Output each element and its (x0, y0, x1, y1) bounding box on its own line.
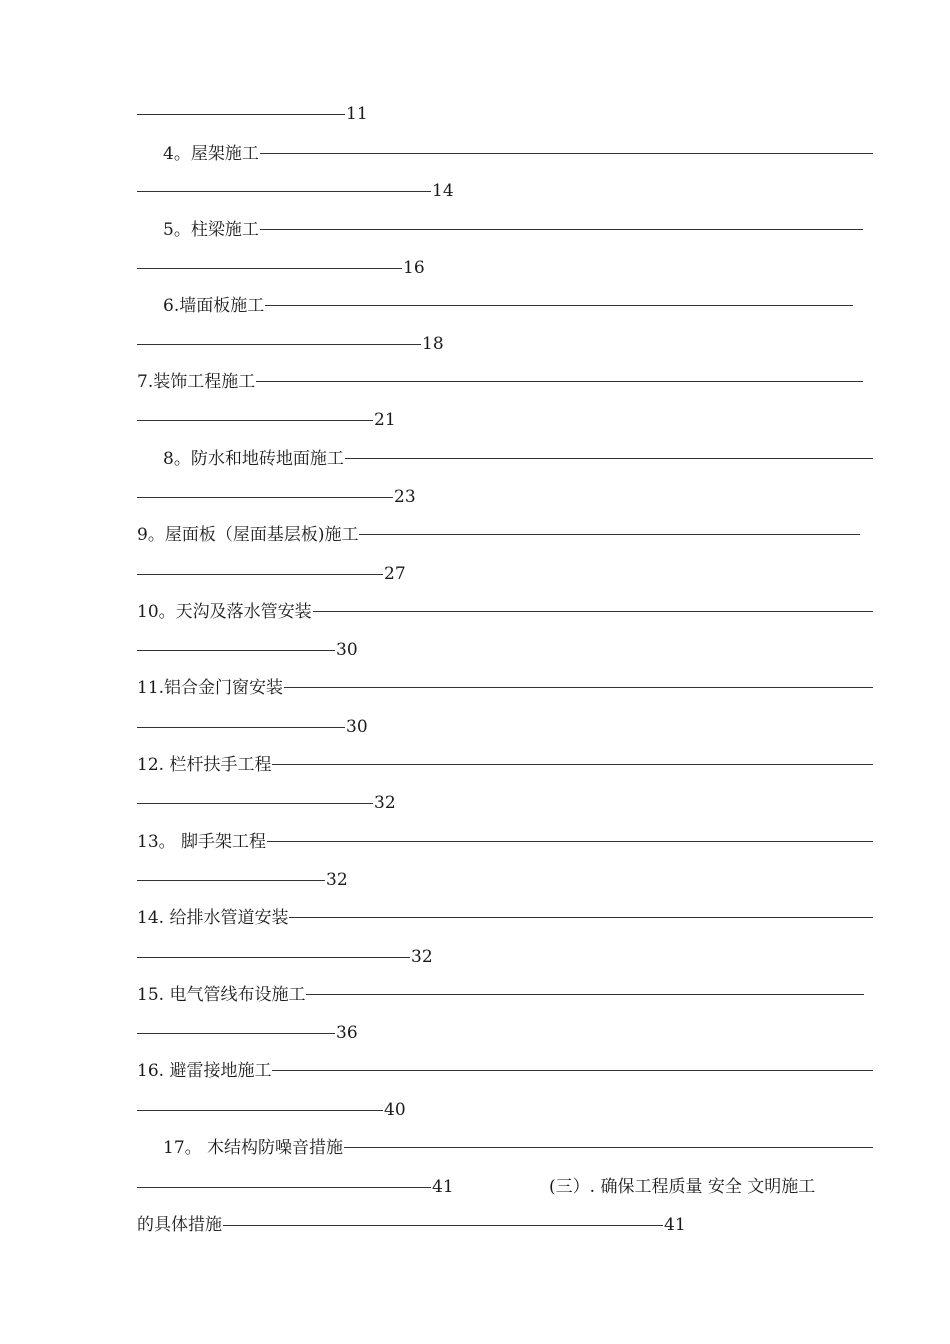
leader-rule (223, 1225, 663, 1226)
leader-rule (163, 153, 873, 154)
toc-entry-title: 7.装饰工程施工 (137, 372, 256, 392)
toc-entry-16-page-line (137, 1098, 873, 1122)
toc-entry-12-page-line (137, 791, 873, 815)
toc-page-number: 16 (403, 258, 425, 278)
toc-page-number: 30 (346, 717, 368, 737)
toc-section-3-line[interactable] (137, 1213, 873, 1237)
toc-entry-5-page-line (137, 256, 873, 280)
toc-entry-14[interactable] (137, 906, 873, 930)
leader-rule (163, 305, 853, 306)
toc-page-number: 32 (326, 870, 348, 890)
toc-page-number: 36 (336, 1023, 358, 1043)
toc-entry-6-page-line (137, 332, 873, 356)
toc-entry-title: 13。 脚手架工程 (137, 832, 267, 852)
toc-entry-title: 6.墙面板施工 (163, 296, 265, 316)
toc-page-number: 41 (432, 1177, 454, 1197)
toc-entry-4-page-line (137, 179, 873, 203)
toc-entry-6[interactable] (163, 294, 853, 318)
toc-entry-5[interactable] (163, 218, 863, 242)
leader-rule (137, 957, 410, 958)
toc-entry-10-page-line (137, 638, 873, 662)
toc-entry-12[interactable] (137, 753, 873, 777)
toc-entry-17-page-line (137, 1175, 873, 1199)
toc-section-3-title[interactable]: (三）. 确保工程质量 安全 文明施工 (549, 1177, 816, 1197)
toc-section-3-title-cont: 的具体措施 (137, 1215, 222, 1235)
toc-entry-title: 5。柱梁施工 (163, 220, 259, 240)
toc-entry-15-page-line (137, 1021, 873, 1045)
toc-continuation-line (137, 102, 873, 126)
toc-page-number: 14 (432, 181, 454, 201)
toc-page-number: 27 (384, 564, 406, 584)
toc-entry-4[interactable] (163, 142, 873, 166)
toc-entry-13-page-line (137, 868, 873, 892)
toc-page-number: 18 (422, 334, 444, 354)
toc-page-number: 32 (374, 793, 396, 813)
leader-rule (137, 1110, 383, 1111)
leader-rule (137, 268, 402, 269)
toc-entry-title: 12. 栏杆扶手工程 (137, 755, 272, 775)
toc-entry-7[interactable] (137, 370, 863, 394)
toc-entry-title: 14. 给排水管道安装 (137, 908, 289, 928)
toc-entry-9-page-line (137, 562, 873, 586)
toc-entry-title: 15. 电气管线布设施工 (137, 985, 306, 1005)
leader-rule (137, 191, 431, 192)
leader-rule (137, 574, 383, 575)
toc-entry-9[interactable] (137, 523, 860, 547)
leader-rule (137, 803, 373, 804)
toc-entry-15[interactable] (137, 983, 864, 1007)
toc-entry-title: 10。天沟及落水管安装 (137, 602, 312, 622)
leader-rule (137, 727, 345, 728)
leader-rule (137, 114, 345, 115)
leader-rule (163, 229, 863, 230)
leader-rule (137, 1187, 431, 1188)
toc-page-number: 11 (346, 104, 368, 124)
leader-rule (137, 344, 421, 345)
toc-page-number: 32 (411, 947, 433, 967)
toc-page-number: 41 (664, 1215, 686, 1235)
toc-entry-16[interactable] (137, 1059, 873, 1083)
leader-rule (137, 880, 325, 881)
toc-entry-title: 17。 木结构防噪音措施 (163, 1138, 344, 1158)
toc-entry-17[interactable] (163, 1136, 873, 1160)
toc-entry-14-page-line (137, 945, 873, 969)
toc-entry-8-page-line (137, 485, 873, 509)
leader-rule (137, 1033, 335, 1034)
toc-page-number: 30 (336, 640, 358, 660)
leader-rule (137, 650, 335, 651)
toc-page-number: 21 (374, 410, 396, 430)
toc-entry-13[interactable] (137, 830, 873, 854)
toc-entry-title: 9。屋面板（屋面基层板)施工 (137, 525, 359, 545)
toc-entry-10[interactable] (137, 600, 873, 624)
toc-entry-11-page-line (137, 715, 873, 739)
toc-entry-7-page-line (137, 408, 873, 432)
toc-page-number: 40 (384, 1100, 406, 1120)
toc-page-number: 23 (394, 487, 416, 507)
toc-entry-8[interactable] (163, 447, 873, 471)
toc-entry-title: 4。屋架施工 (163, 144, 259, 164)
leader-rule (137, 420, 373, 421)
leader-rule (137, 497, 393, 498)
toc-entry-title: 11.铝合金门窗安装 (137, 678, 284, 698)
toc-entry-11[interactable] (137, 676, 873, 700)
toc-entry-title: 8。防水和地砖地面施工 (163, 449, 344, 469)
toc-entry-title: 16. 避雷接地施工 (137, 1061, 272, 1081)
